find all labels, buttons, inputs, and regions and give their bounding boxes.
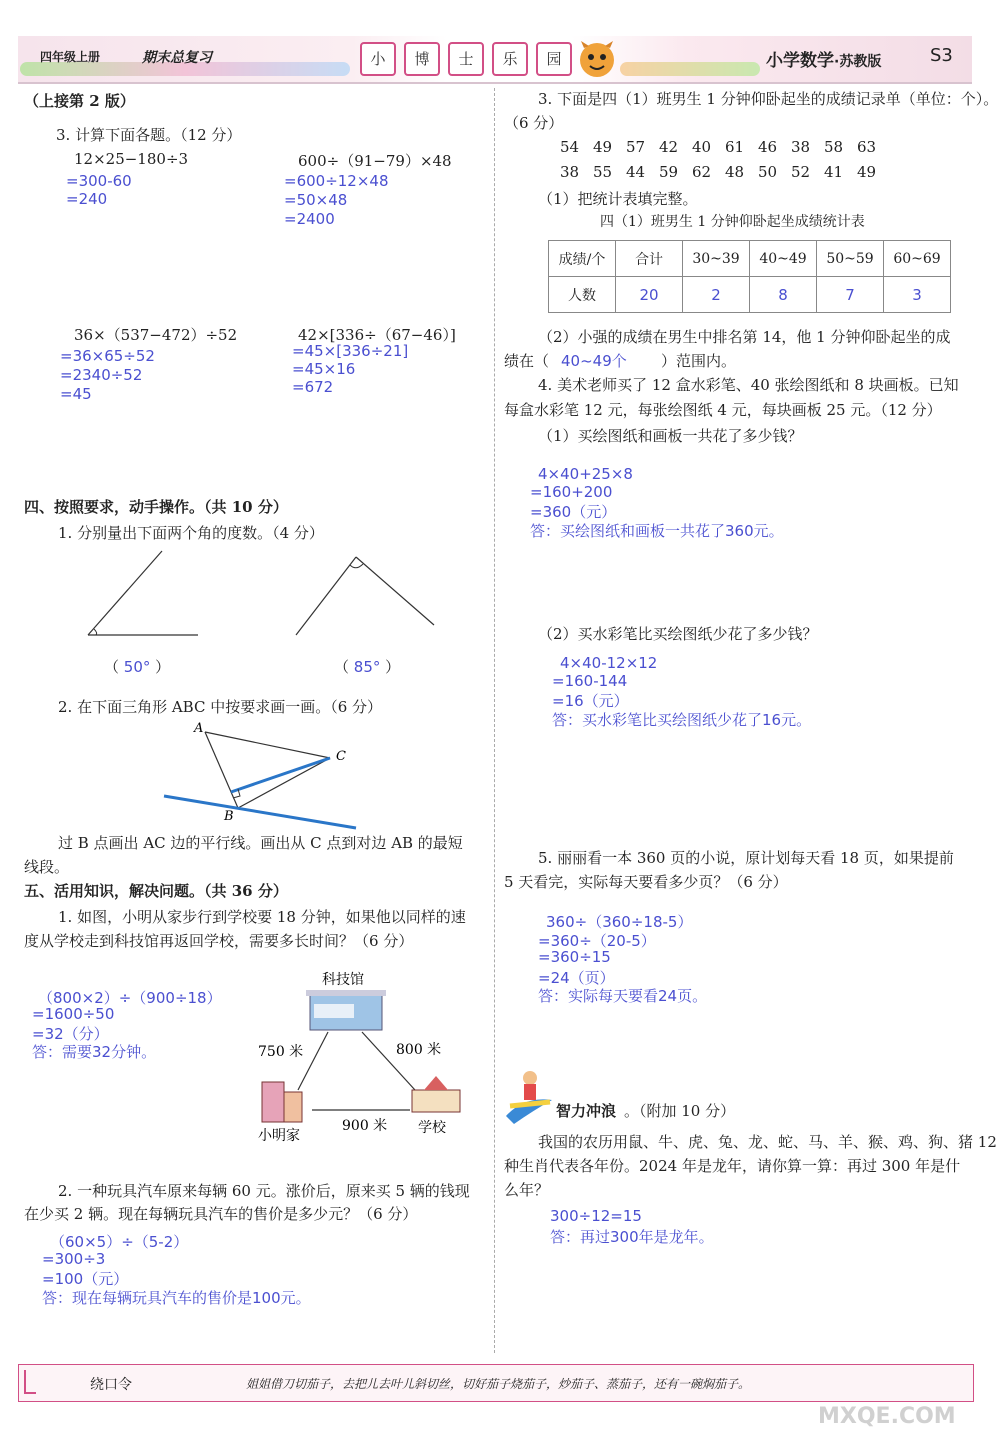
score-value: 61	[725, 138, 745, 156]
calc-step: =50×48	[284, 191, 348, 209]
table-head-cell: 成绩/个	[549, 241, 616, 277]
table-cell: 3	[884, 277, 951, 313]
header-grade: 四年级上册	[40, 50, 101, 64]
header-subject	[766, 46, 881, 71]
q4a-step: 4×40+25×8	[538, 465, 633, 483]
table-header-row	[549, 241, 951, 277]
score-value: 38	[791, 138, 811, 156]
rq5-line2: 5 天看完，实际每天要看多少页？（6 分）	[504, 873, 788, 891]
title-char-3: 士	[448, 42, 484, 76]
home-building-icon	[262, 1082, 302, 1122]
rq4-line1: 4. 美术老师买了 12 盒水彩笔、40 张绘图纸和 8 块画板。已知	[538, 376, 959, 394]
rq4-sub2: （2）买水彩笔比买绘图纸少花了多少钱？	[538, 625, 818, 643]
sec4-q2: 2. 在下面三角形 ABC 中按要求画一画。（6 分）	[58, 698, 383, 716]
score-value: 50	[758, 163, 778, 181]
angle1-answer: （ 50° ）	[104, 658, 171, 676]
q5-answer: 答：实际每天要看24页。	[538, 987, 708, 1005]
calc-step: =45×16	[292, 360, 356, 378]
q4b-step: =160-144	[552, 672, 628, 690]
table-cell: 20	[616, 277, 683, 313]
calc-step: =600÷12×48	[284, 172, 389, 190]
score-value: 63	[857, 138, 877, 156]
score-value: 38	[560, 163, 580, 181]
bonus-line1: 我国的农历用鼠、牛、虎、兔、龙、蛇、马、羊、猴、鸡、狗、猪 12	[538, 1133, 997, 1151]
title-char-5: 园	[536, 42, 572, 76]
sec4-q1: 1. 分别量出下面两个角的度数。（4 分）	[58, 524, 324, 542]
q5-step: =360÷（20-5）	[538, 932, 656, 950]
surfer-icon	[504, 1066, 554, 1126]
score-value: 48	[725, 163, 745, 181]
title-char-1: 小	[360, 42, 396, 76]
label-a: A	[194, 721, 204, 736]
q1-step: =32（分）	[32, 1025, 109, 1043]
q4b-step: =16（元）	[552, 692, 629, 710]
rq3-line1: 3. 下面是四（1）班男生 1 分钟仰卧起坐的成绩记录单（单位：个）。	[538, 90, 999, 108]
mascot-tiger-icon	[572, 38, 622, 82]
q3-title: 3. 计算下面各题。（12 分）	[56, 126, 242, 144]
bonus-answer: 答：再过300年是龙年。	[550, 1228, 714, 1246]
footer-label: 绕口令	[90, 1377, 132, 1393]
section4-title: 四、按照要求，动手操作。（共 10 分）	[24, 498, 288, 516]
map-museum-label: 科技馆	[322, 972, 364, 988]
q4a-step: =360（元）	[530, 503, 617, 521]
title-char-2: 博	[404, 42, 440, 76]
rq3-sub2-line2	[504, 350, 736, 371]
score-value: 40	[692, 138, 712, 156]
calc-expr-4: 42×[336÷（67−46）]	[298, 326, 456, 344]
bonus-step: 300÷12=15	[550, 1207, 642, 1225]
continued-note: （上接第 2 版）	[24, 92, 135, 110]
bonus-line3: 么年？	[504, 1181, 550, 1199]
score-value: 46	[758, 138, 778, 156]
angle2-value: 85°	[353, 658, 381, 676]
page-number: S3	[930, 45, 953, 66]
rq3-sub1: （1）把统计表填完整。	[538, 190, 698, 208]
map-d3: 900 米	[342, 1118, 388, 1134]
rq4-sub1: （1）买绘图纸和画板一共花了多少钱？	[538, 427, 803, 445]
stats-table	[548, 240, 951, 313]
calc-step: =672	[292, 378, 334, 396]
angles-figure	[80, 545, 450, 645]
blank-prefix: 绩在（	[504, 352, 550, 370]
score-value: 62	[692, 163, 712, 181]
q1-step: =1600÷50	[32, 1005, 115, 1023]
section5-title: 五、活用知识，解决问题。（共 36 分）	[24, 882, 288, 900]
score-value: 58	[824, 138, 844, 156]
q1-step: （800×2）÷（900÷18）	[38, 989, 222, 1007]
table-row	[549, 277, 951, 313]
calc-step: =240	[66, 190, 108, 208]
q2-step: =300÷3	[42, 1250, 106, 1268]
calc-expr-3: 36×（537−472）÷52	[74, 326, 238, 344]
score-value: 54	[560, 138, 580, 156]
sec4-instruction-1: 过 B 点画出 AC 边的平行线。画出从 C 点到对边 AB 的最短	[58, 834, 463, 852]
scores-row-2	[560, 163, 890, 181]
q4b-step: 4×40-12×12	[560, 654, 658, 672]
sec4-instruction-2: 线段。	[24, 858, 70, 876]
bonus-points: 。（附加 10 分）	[624, 1102, 736, 1120]
q2-answer: 答：现在每辆玩具汽车的售价是100元。	[42, 1289, 311, 1307]
column-divider	[494, 88, 495, 1353]
school-building-icon	[412, 1076, 460, 1112]
table-row-label: 人数	[549, 277, 616, 313]
map-school-label: 学校	[418, 1120, 446, 1136]
q5-step: =24（页）	[538, 969, 615, 987]
sec5-q1-line1: 1. 如图，小明从家步行到学校要 18 分钟，如果他以同样的速	[58, 908, 466, 926]
calc-step: =300-60	[66, 172, 132, 190]
calc-expr-1: 12×25−180÷3	[74, 150, 189, 168]
table-title: 四（1）班男生 1 分钟仰卧起坐成绩统计表	[600, 214, 865, 230]
rq4-line2: 每盒水彩笔 12 元，每张绘图纸 4 元，每块画板 25 元。（12 分）	[504, 401, 942, 419]
map-d2: 800 米	[396, 1042, 442, 1058]
angle1-value: 50°	[123, 658, 151, 676]
map-home-label: 小明家	[258, 1128, 300, 1144]
triangle-abc-figure	[160, 720, 360, 830]
q5-step: 360÷（360÷18-5）	[546, 913, 693, 931]
table-head-cell: 40~49	[750, 241, 817, 277]
footer-tongue-twister: 姐姐借刀切茄子，去把儿去叶儿斜切丝，切好茄子烧茄子，炒茄子、蒸茄子，还有一碗焖茄子。	[246, 1377, 751, 1391]
route-map-figure	[250, 964, 480, 1144]
table-head-cell: 合计	[616, 241, 683, 277]
score-value: 57	[626, 138, 646, 156]
q4b-answer: 答：买水彩笔比买绘图纸少花了16元。	[552, 711, 812, 729]
rq3-line2: （6 分）	[504, 114, 564, 132]
header-section: 期末总复习	[142, 50, 212, 66]
rq5-line1: 5. 丽丽看一本 360 页的小说，原计划每天看 18 页，如果提前	[538, 849, 954, 867]
scores-row-1	[560, 138, 890, 156]
sec5-q1-line2: 度从学校走到科技馆再返回学校，需要多长时间？（6 分）	[24, 932, 414, 950]
calc-step: =2340÷52	[60, 366, 143, 384]
calc-step: =45×[336÷21]	[292, 342, 409, 360]
calc-expr-2: 600÷（91−79）×48	[298, 152, 452, 170]
score-value: 49	[857, 163, 877, 181]
map-d1: 750 米	[258, 1044, 304, 1060]
bonus-title: 智力冲浪	[556, 1102, 617, 1120]
footer-bracket	[24, 1370, 36, 1394]
bonus-line2: 种生肖代表各年份。2024 年是龙年，请你算一算：再过 300 年是什	[504, 1157, 961, 1175]
score-value: 52	[791, 163, 811, 181]
sec5-q2-line2: 在少买 2 辆。现在每辆玩具汽车的售价是多少元？（6 分）	[24, 1205, 418, 1223]
header-ribbon-right	[620, 62, 760, 76]
label-c: C	[336, 749, 346, 764]
edition-text: ·苏教版	[834, 54, 882, 70]
table-head-cell: 30~39	[683, 241, 750, 277]
score-value: 59	[659, 163, 679, 181]
rq3-sub2-line1: （2）小强的成绩在男生中排名第 14，他 1 分钟仰卧起坐的成	[538, 328, 951, 346]
label-b: B	[224, 809, 234, 824]
blank-suffix: ）范围内。	[661, 352, 737, 370]
q5-step: =360÷15	[538, 948, 611, 966]
q2-step: =100（元）	[42, 1270, 129, 1288]
calc-step: =36×65÷52	[60, 347, 155, 365]
calc-step: =2400	[284, 210, 335, 228]
score-value: 42	[659, 138, 679, 156]
score-value: 41	[824, 163, 844, 181]
sec5-q2-line1: 2. 一种玩具汽车原来每辆 60 元。涨价后，原来买 5 辆的钱现	[58, 1182, 470, 1200]
subject-text: 小学数学	[766, 51, 834, 71]
table-cell: 8	[750, 277, 817, 313]
table-head-cell: 60~69	[884, 241, 951, 277]
q4a-answer: 答：买绘图纸和画板一共花了360元。	[530, 522, 784, 540]
q1-answer: 答：需要32分钟。	[32, 1043, 157, 1061]
watermark: MXQE.COM	[818, 1404, 956, 1429]
museum-icon	[306, 990, 386, 1030]
score-value: 55	[593, 163, 613, 181]
calc-step: =45	[60, 385, 92, 403]
title-char-4: 乐	[492, 42, 528, 76]
score-value: 49	[593, 138, 613, 156]
score-value: 44	[626, 163, 646, 181]
table-cell: 2	[683, 277, 750, 313]
table-head-cell: 50~59	[817, 241, 884, 277]
q2-step: （60×5）÷（5-2）	[50, 1233, 189, 1251]
table-cell: 7	[817, 277, 884, 313]
angle2-answer: （ 85° ）	[334, 658, 401, 676]
q4a-step: =160+200	[530, 483, 613, 501]
range-answer: 40~49个	[561, 352, 627, 370]
